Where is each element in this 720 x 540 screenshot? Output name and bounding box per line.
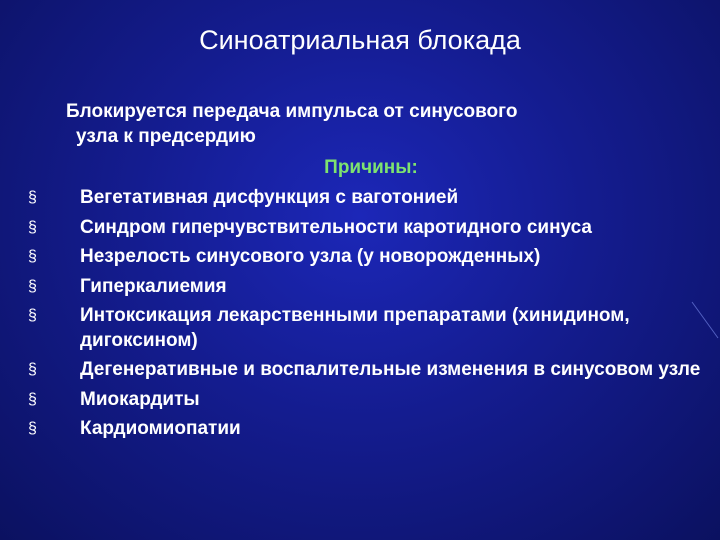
list-item-text: Синдром гиперчувствительности каротидного синуса xyxy=(80,216,592,238)
list-item xyxy=(28,186,708,211)
list-item xyxy=(28,417,708,442)
bullet-section-icon: § xyxy=(28,189,37,206)
intro-line-1: Блокируется передача импульса от синусового xyxy=(66,101,518,122)
list-item xyxy=(28,388,708,413)
bullet-section-icon: § xyxy=(28,361,37,378)
bullet-section-icon: § xyxy=(28,218,37,236)
decorative-line xyxy=(690,300,720,340)
list-item-text: Миокардиты xyxy=(80,388,200,410)
bullet-section-icon: § xyxy=(28,307,37,324)
slide-title: Синоатриальная блокада xyxy=(199,25,521,55)
list-item-text: Гиперкалиемия xyxy=(80,275,227,297)
bullet-section-icon: § xyxy=(28,390,37,408)
list-item xyxy=(28,304,708,353)
list-item-text: Дегенеративные и воспалительные изменения в синусовом узле xyxy=(80,359,701,380)
intro-line-2: узла к предсердию xyxy=(76,126,256,147)
bullet-section-icon: § xyxy=(28,248,37,265)
list-item xyxy=(28,358,708,383)
bullet-section-icon: § xyxy=(28,277,37,295)
causes-list xyxy=(28,186,708,447)
causes-heading: Причины: xyxy=(324,157,418,178)
list-item xyxy=(28,245,708,270)
list-item-text: Вегетативная дисфункция с ваготонией xyxy=(80,187,459,208)
list-item-text: Незрелость синусового узла (у новорожденных) xyxy=(80,246,541,267)
bullet-section-icon: § xyxy=(28,420,37,437)
list-item xyxy=(28,275,708,300)
intro-text xyxy=(66,99,686,149)
list-item xyxy=(28,216,708,241)
list-item-text: Интоксикация лекарственными препаратами (хинидином, дигоксином) xyxy=(80,305,630,351)
list-item-text: Кардиомиопатии xyxy=(80,418,241,439)
